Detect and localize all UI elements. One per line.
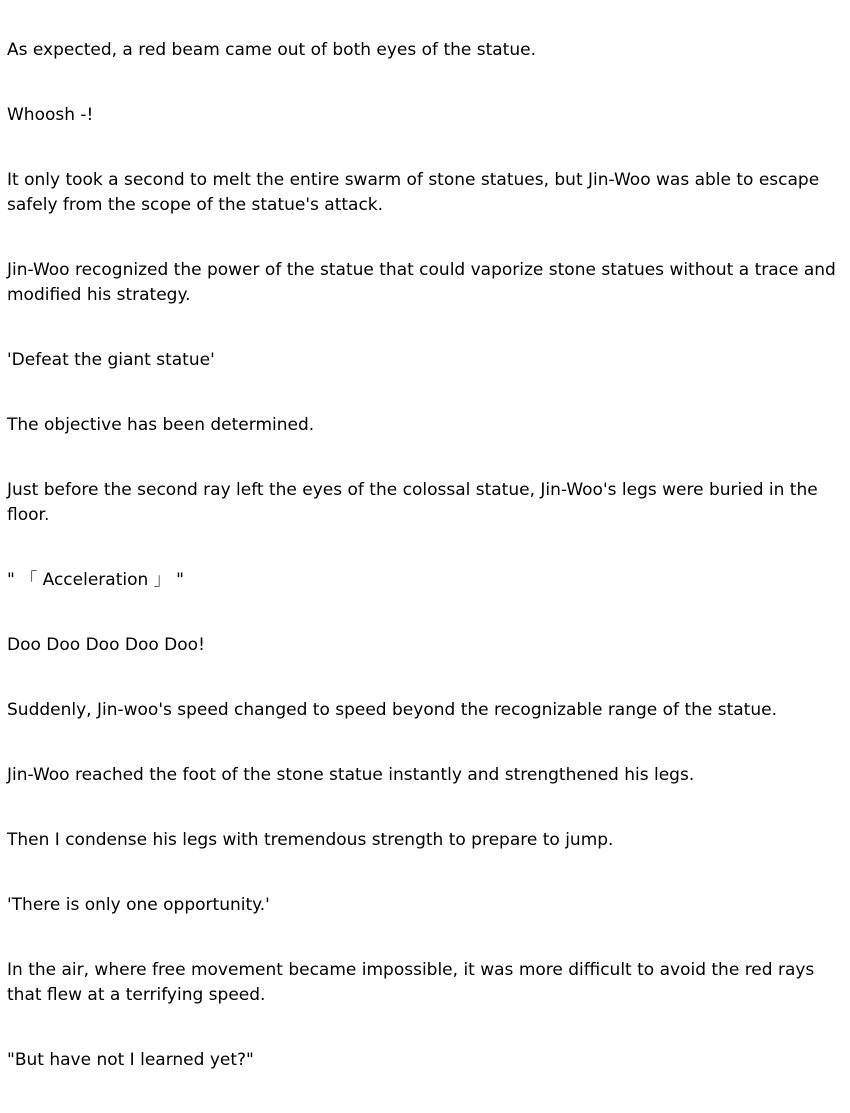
paragraph: Whoosh -!: [7, 105, 94, 125]
paragraph: " 「 Acceleration 」 ": [7, 570, 184, 590]
paragraph: "But have not I learned yet?": [7, 1050, 254, 1070]
paragraph: Jin-Woo reached the foot of the stone statue instantly and strengthened his legs.: [7, 765, 695, 785]
paragraph: In the air, where free movement became impossible, it was more difficult to avoid the red rays that flew at a terrifying speed.: [7, 960, 815, 1005]
paragraph: 'There is only one opportunity.': [7, 895, 270, 915]
paragraph: Then I condense his legs with tremendous strength to prepare to jump.: [7, 830, 614, 850]
paragraph: Suddenly, Jin-woo's speed changed to speed beyond the recognizable range of the statue.: [7, 700, 777, 720]
paragraph: 'Defeat the giant statue': [7, 350, 215, 370]
paragraph: It only took a second to melt the entire swarm of stone statues, but Jin-Woo was able to escape safely from the scope of the statue's attack.: [7, 170, 820, 215]
paragraph: Doo Doo Doo Doo Doo!: [7, 635, 205, 655]
paragraph: Jin-Woo recognized the power of the statue that could vaporize stone statues without a trace and modified his strategy.: [7, 260, 836, 305]
document-body: [7, 38, 843, 1113]
paragraph: As expected, a red beam came out of both eyes of the statue.: [7, 40, 536, 60]
paragraph: The objective has been determined.: [7, 415, 315, 435]
paragraph: Just before the second ray left the eyes of the colossal statue, Jin-Woo's legs were buried in the floor.: [7, 480, 818, 525]
